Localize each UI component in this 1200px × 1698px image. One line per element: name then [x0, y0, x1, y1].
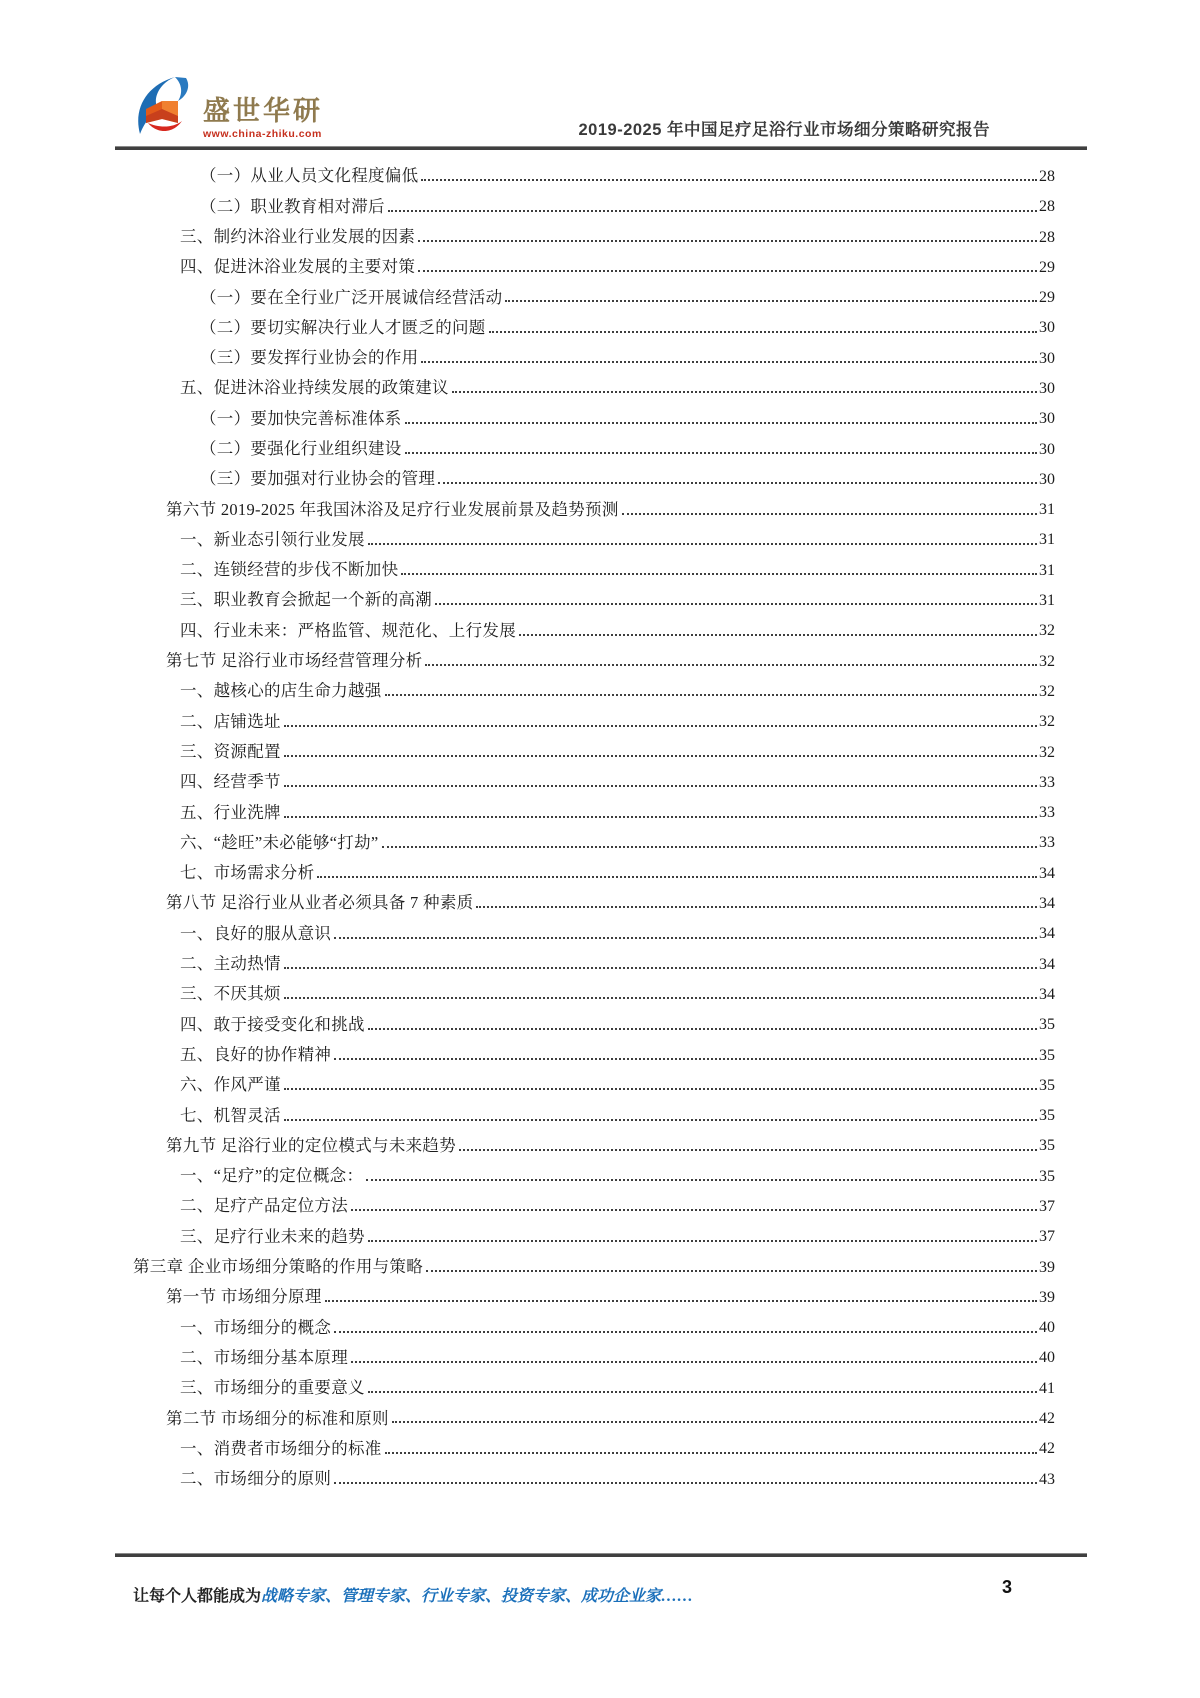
- toc-entry-title: 五、促进沐浴业持续发展的政策建议: [180, 378, 449, 398]
- toc-leader-dots: [452, 391, 1037, 393]
- toc-entry[interactable]: [133, 1095, 1055, 1125]
- toc-entry-title: （一）从业人员文化程度偏低: [200, 166, 419, 186]
- toc-leader-dots: [438, 482, 1037, 484]
- brand-name: 盛世华研: [203, 96, 323, 126]
- toc-entry-page: 33: [1039, 834, 1055, 852]
- toc-entry-title: 一、新业态引领行业发展: [180, 529, 365, 549]
- toc-entry[interactable]: [133, 307, 1055, 337]
- toc-entry[interactable]: [133, 1459, 1055, 1489]
- toc-entry-title: 二、足疗产品定位方法: [180, 1196, 348, 1216]
- toc-entry-title: 三、足疗行业未来的趋势: [180, 1226, 365, 1246]
- toc-leader-dots: [284, 785, 1037, 787]
- toc-leader-dots: [385, 694, 1037, 696]
- toc-leader-dots: [368, 1028, 1037, 1030]
- toc-entry-title: （一）要加快完善标准体系: [200, 408, 402, 428]
- toc-entry-title: 六、“趁旺”未必能够“打劫”: [180, 832, 379, 852]
- toc-entry-page: 32: [1039, 713, 1055, 731]
- toc-entry-page: 31: [1039, 561, 1055, 579]
- toc-entry[interactable]: [133, 1216, 1055, 1246]
- toc-leader-dots: [368, 543, 1037, 545]
- toc-entry-page: 34: [1039, 925, 1055, 943]
- toc-entry-page: 35: [1039, 1046, 1055, 1064]
- toc-entry-page: 28: [1039, 167, 1055, 185]
- toc-entry-title: 一、越核心的店生命力越强: [180, 681, 382, 701]
- toc-leader-dots: [435, 603, 1037, 605]
- toc-entry-title: 三、市场细分的重要意义: [180, 1378, 365, 1398]
- toc-entry[interactable]: [133, 732, 1055, 762]
- toc-entry-title: 七、机智灵活: [180, 1105, 281, 1125]
- toc-entry[interactable]: [133, 338, 1055, 368]
- toc-leader-dots: [368, 1391, 1037, 1393]
- toc-leader-dots: [405, 452, 1037, 454]
- toc-leader-dots: [334, 937, 1037, 939]
- toc-entry-page: 40: [1039, 1319, 1055, 1337]
- toc-entry[interactable]: [133, 944, 1055, 974]
- brand-logo-icon: [133, 76, 197, 140]
- toc-leader-dots: [401, 573, 1037, 575]
- toc-entry-title: （一）要在全行业广泛开展诚信经营活动: [200, 287, 503, 307]
- toc-entry-title: 三、资源配置: [180, 741, 281, 761]
- toc-leader-dots: [476, 906, 1037, 908]
- toc-entry-title: （三）要加强对行业协会的管理: [200, 469, 436, 489]
- toc-leader-dots: [505, 300, 1037, 302]
- toc-entry-title: 五、行业洗牌: [180, 802, 281, 822]
- toc-leader-dots: [334, 1331, 1037, 1333]
- toc-entry-page: 33: [1039, 804, 1055, 822]
- toc-entry[interactable]: [133, 641, 1055, 671]
- toc-entry-page: 40: [1039, 1349, 1055, 1367]
- brand-logo: [133, 76, 323, 140]
- toc-leader-dots: [519, 634, 1037, 636]
- toc-entry[interactable]: [133, 701, 1055, 731]
- toc-entry-page: 43: [1039, 1470, 1055, 1488]
- toc-leader-dots: [405, 422, 1037, 424]
- toc-entry-page: 31: [1039, 531, 1055, 549]
- footer-tagline-highlight: 战略专家、管理专家、行业专家、投资专家、成功企业家……: [261, 1588, 694, 1605]
- toc-entry-title: 第九节 足浴行业的定位模式与未来趋势: [166, 1135, 457, 1155]
- toc-leader-dots: [392, 1421, 1037, 1423]
- toc-entry-title: 四、敢于接受变化和挑战: [180, 1014, 365, 1034]
- toc-entry-page: 29: [1039, 258, 1055, 276]
- toc-entry-page: 35: [1039, 1016, 1055, 1034]
- toc-entry-page: 37: [1039, 1198, 1055, 1215]
- toc-entry-page: 34: [1039, 864, 1055, 882]
- toc-entry-page: 34: [1039, 955, 1055, 973]
- toc-entry-title: 一、良好的服从意识: [180, 923, 332, 943]
- toc-entry-page: 39: [1039, 1288, 1055, 1306]
- toc-entry-title: 四、促进沐浴业发展的主要对策: [180, 257, 416, 277]
- toc-entry[interactable]: [133, 1277, 1055, 1307]
- toc-entry[interactable]: [133, 1186, 1055, 1216]
- toc-leader-dots: [418, 270, 1037, 272]
- toc-entry-title: 二、市场细分的原则: [180, 1469, 332, 1489]
- toc-entry-title: 二、连锁经营的步伐不断加快: [180, 560, 399, 580]
- toc-entry[interactable]: [133, 1035, 1055, 1065]
- toc-leader-dots: [284, 997, 1037, 999]
- footer-divider: [115, 1553, 1087, 1557]
- toc-entry-page: 30: [1039, 410, 1055, 428]
- toc-entry-page: 35: [1039, 1076, 1055, 1094]
- toc-entry-title: 第一节 市场细分原理: [166, 1287, 322, 1307]
- toc-leader-dots: [489, 331, 1037, 333]
- toc-entry[interactable]: [133, 1126, 1055, 1156]
- toc-entry-page: 28: [1039, 228, 1055, 246]
- toc-entry[interactable]: [133, 823, 1055, 853]
- toc-entry-page: 30: [1039, 440, 1055, 458]
- footer-tagline-prefix: 让每个人都能成为: [133, 1588, 262, 1605]
- toc-entry-page: 31: [1039, 501, 1055, 519]
- toc-entry[interactable]: [133, 489, 1055, 519]
- toc-entry-title: 二、店铺选址: [180, 711, 281, 731]
- toc-leader-dots: [284, 967, 1037, 969]
- toc-entry-page: 39: [1039, 1258, 1055, 1276]
- toc-entry-title: 第三章 企业市场细分策略的作用与策略: [133, 1257, 424, 1277]
- header-divider: [115, 146, 1087, 150]
- toc-entry-title: 五、良好的协作精神: [180, 1044, 332, 1064]
- toc-entry-title: 四、行业未来：严格监管、规范化、上行发展: [180, 620, 516, 640]
- toc-entry[interactable]: [133, 610, 1055, 640]
- toc-entry-page: 32: [1039, 652, 1055, 670]
- toc-entry-title: （二）要切实解决行业人才匮乏的问题: [200, 317, 486, 337]
- toc-leader-dots: [426, 1270, 1037, 1272]
- toc-entry-title: 三、职业教育会掀起一个新的高潮: [180, 590, 432, 610]
- toc-leader-dots: [382, 846, 1038, 848]
- toc-entry-title: （三）要发挥行业协会的作用: [200, 348, 419, 368]
- toc-entry-page: 41: [1039, 1379, 1055, 1397]
- toc-leader-dots: [459, 1149, 1037, 1151]
- toc-entry[interactable]: [133, 186, 1055, 216]
- toc-entry-page: 34: [1039, 985, 1055, 1003]
- toc-entry-page: 42: [1039, 1440, 1055, 1458]
- toc-entry[interactable]: [133, 520, 1055, 550]
- brand-text-block: [203, 76, 323, 140]
- toc-leader-dots: [284, 816, 1037, 818]
- toc-entry-page: 34: [1039, 895, 1055, 913]
- toc-leader-dots: [351, 1361, 1037, 1363]
- toc-entry[interactable]: [133, 1368, 1055, 1398]
- toc-leader-dots: [388, 210, 1037, 212]
- toc-entry-title: 六、作风严谨: [180, 1075, 281, 1095]
- toc-entry-title: 七、市场需求分析: [180, 863, 315, 883]
- footer-tagline: [133, 1583, 693, 1606]
- toc-entry[interactable]: [133, 1065, 1055, 1095]
- toc-entry-title: 第八节 足浴行业从业者必须具备 7 种素质: [166, 893, 474, 913]
- toc-leader-dots: [421, 179, 1037, 181]
- toc-entry-page: 29: [1039, 289, 1055, 307]
- toc-entry-title: 四、经营季节: [180, 772, 281, 792]
- toc-leader-dots: [421, 361, 1037, 363]
- toc-leader-dots: [351, 1209, 1037, 1211]
- toc-entry-page: 32: [1039, 682, 1055, 700]
- toc-list: [133, 156, 1055, 1489]
- toc-entry-title: 一、“足疗”的定位概念：: [180, 1166, 364, 1186]
- toc-entry-page: 30: [1039, 379, 1055, 397]
- toc-leader-dots: [418, 240, 1037, 242]
- toc-entry-page: 42: [1039, 1410, 1055, 1428]
- toc-entry-page: 32: [1039, 622, 1055, 640]
- toc-entry[interactable]: [133, 974, 1055, 1004]
- toc-entry-page: 35: [1039, 1167, 1055, 1185]
- toc-entry-title: 三、不厌其烦: [180, 984, 281, 1004]
- toc-entry[interactable]: [133, 671, 1055, 701]
- toc-entry[interactable]: [133, 853, 1055, 883]
- toc-leader-dots: [366, 1179, 1037, 1181]
- toc-entry-title: 第六节 2019-2025 年我国沐浴及足疗行业发展前景及趋势预测: [166, 499, 619, 519]
- toc-entry-page: 35: [1039, 1107, 1055, 1125]
- toc-entry-page: 35: [1039, 1137, 1055, 1155]
- toc-entry-page: 33: [1039, 773, 1055, 791]
- toc-leader-dots: [325, 1300, 1037, 1302]
- report-title: 2019-2025 年中国足疗足浴行业市场细分策略研究报告: [578, 121, 990, 139]
- toc-entry[interactable]: [133, 1247, 1055, 1277]
- toc-entry-page: 37: [1039, 1228, 1055, 1246]
- toc-leader-dots: [284, 755, 1037, 757]
- toc-leader-dots: [317, 876, 1037, 878]
- toc-entry[interactable]: [133, 217, 1055, 247]
- toc-entry[interactable]: [133, 762, 1055, 792]
- toc-entry[interactable]: [133, 247, 1055, 277]
- toc-leader-dots: [334, 1482, 1037, 1484]
- toc-leader-dots: [622, 513, 1037, 515]
- toc-entry-title: 一、消费者市场细分的标准: [180, 1438, 382, 1458]
- toc-entry[interactable]: [133, 580, 1055, 610]
- toc-leader-dots: [284, 1119, 1037, 1121]
- toc-entry-page: 28: [1039, 198, 1055, 216]
- toc-entry[interactable]: [133, 1428, 1055, 1458]
- toc-entry[interactable]: [133, 1004, 1055, 1034]
- toc-entry-page: 31: [1039, 592, 1055, 610]
- page-number: 3: [1002, 1577, 1013, 1597]
- toc-entry-page: 32: [1039, 743, 1055, 761]
- toc-entry[interactable]: [133, 459, 1055, 489]
- toc-entry[interactable]: [133, 368, 1055, 398]
- toc-leader-dots: [425, 664, 1037, 666]
- toc-leader-dots: [334, 1058, 1037, 1060]
- toc-entry[interactable]: [133, 1307, 1055, 1337]
- toc-entry[interactable]: [133, 792, 1055, 822]
- toc-entry[interactable]: [133, 398, 1055, 428]
- toc-leader-dots: [385, 1452, 1037, 1454]
- toc-entry-title: 二、主动热情: [180, 954, 281, 974]
- toc-leader-dots: [284, 1088, 1037, 1090]
- toc-entry[interactable]: [133, 277, 1055, 307]
- toc-entry[interactable]: [133, 883, 1055, 913]
- toc-entry[interactable]: [133, 1398, 1055, 1428]
- toc-entry-title: 第二节 市场细分的标准和原则: [166, 1408, 389, 1428]
- toc-entry-title: 一、市场细分的概念: [180, 1317, 332, 1337]
- toc-entry-title: （二）要强化行业组织建设: [200, 439, 402, 458]
- toc-entry-title: 二、市场细分基本原理: [180, 1347, 348, 1367]
- toc-entry[interactable]: [133, 550, 1055, 580]
- toc-entry[interactable]: [133, 1338, 1055, 1368]
- toc-entry-page: 30: [1039, 319, 1055, 337]
- toc-leader-dots: [368, 1240, 1037, 1242]
- toc-entry-title: 第七节 足浴行业市场经营管理分析: [166, 651, 423, 671]
- toc-entry-title: （二）职业教育相对滞后: [200, 196, 385, 216]
- toc-entry[interactable]: [133, 156, 1055, 186]
- toc-entry-page: 30: [1039, 349, 1055, 367]
- toc-leader-dots: [284, 725, 1037, 727]
- toc-entry[interactable]: [133, 913, 1055, 943]
- toc-entry-page: 30: [1039, 470, 1055, 488]
- toc-entry-title: 三、制约沐浴业行业发展的因素: [180, 226, 416, 246]
- toc-entry[interactable]: [133, 429, 1055, 459]
- brand-url: www.china-zhiku.com: [203, 128, 322, 140]
- toc-entry[interactable]: [133, 1156, 1055, 1186]
